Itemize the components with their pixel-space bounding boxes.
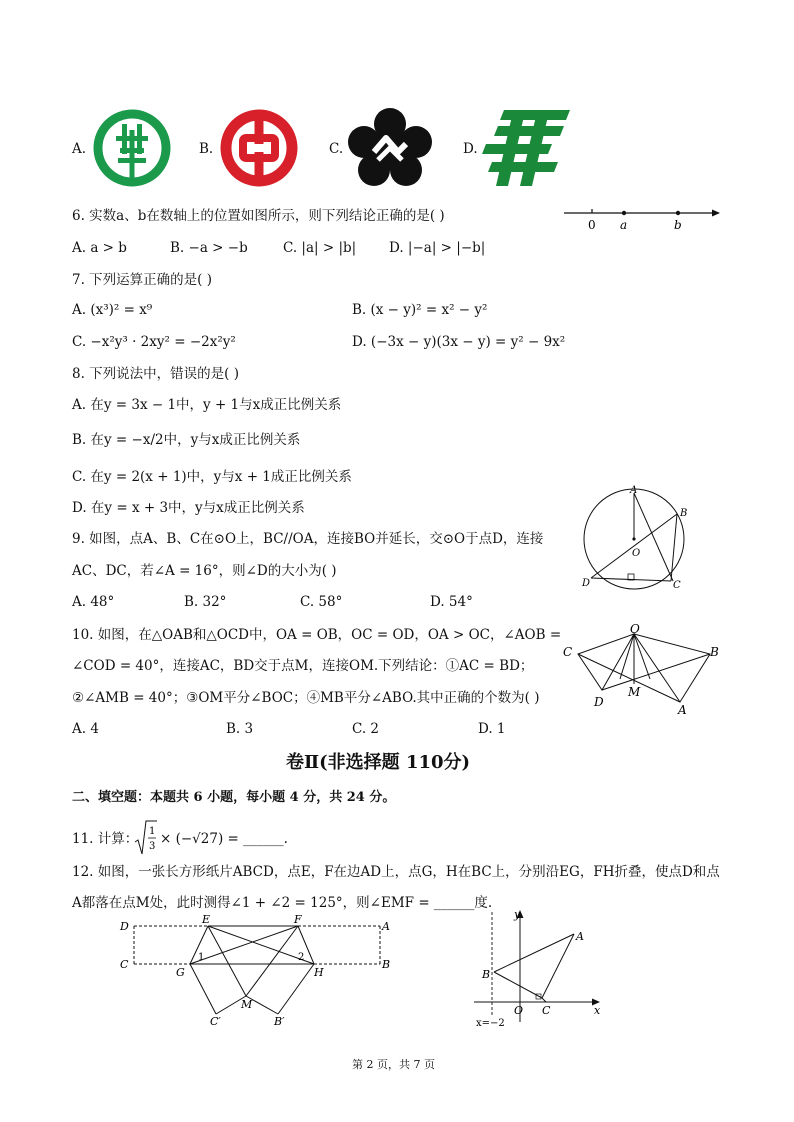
q10-label-c: C xyxy=(563,645,573,659)
q9-option-c[interactable]: C. 58° xyxy=(300,594,343,610)
section-fill-blank-heading: 二、填空题：本题共 6 小题，每小题 4 分，共 24 分。 xyxy=(72,790,396,805)
q9-option-a[interactable]: A. 48° xyxy=(72,594,115,610)
q12-label-b-prime: B′ xyxy=(274,1015,285,1026)
q9-label-c: C xyxy=(673,580,681,591)
q12-label-a: A xyxy=(382,920,390,933)
q6-stem: 6. 实数a、b在数轴上的位置如图所示，则下列结论正确的是( ) xyxy=(72,208,445,224)
q8-option-c[interactable]: C. 在y = 2(x + 1)中，y与x + 1成正比例关系 xyxy=(72,469,352,485)
q12-label-c: C xyxy=(120,958,129,971)
number-line-zero-label: 0 xyxy=(588,218,596,232)
q8-option-b[interactable]: B. 在y = −x/2中，y与x成正比例关系 xyxy=(72,432,301,448)
q8-stem: 8. 下列说法中，错误的是( ) xyxy=(72,366,239,382)
option-b-label: B. xyxy=(199,141,214,157)
q6-option-c[interactable]: C. |a| > |b| xyxy=(283,240,357,256)
fig13-label-a: A xyxy=(576,930,584,943)
q9-label-o: O xyxy=(632,548,641,559)
q11-prefix: 11. 计算： xyxy=(72,831,139,847)
part2-title: 卷Ⅱ(非选择题 110分) xyxy=(286,752,471,773)
q10-option-b[interactable]: B. 3 xyxy=(226,721,254,737)
fig13-label-b: B xyxy=(482,968,491,981)
q11-denominator: 3 xyxy=(149,841,156,852)
number-line-a-label: a xyxy=(620,218,628,232)
q8-option-d[interactable]: D. 在y = x + 3中，y与x成正比例关系 xyxy=(72,500,305,516)
q12-label-angle2: 2 xyxy=(298,952,305,963)
q9-label-b: B xyxy=(680,508,688,519)
q12-label-d: D xyxy=(120,920,129,933)
q7-stem: 7. 下列运算正确的是( ) xyxy=(72,272,212,288)
q10-label-d: D xyxy=(594,695,604,709)
q10-label-o: O xyxy=(630,624,640,636)
agricultural-bank-logo-icon xyxy=(92,108,172,188)
q12-stem-line2: A都落在点M处，此时测得∠1 + ∠2 = 125°，则∠EMF = ______度. xyxy=(72,895,493,911)
q9-stem-line1: 9. 如图，点A、B、C在⊙O上，BC//OA，连接BO并延长，交⊙O于点D，连接 xyxy=(72,531,544,547)
q9-option-b[interactable]: B. 32° xyxy=(184,594,227,610)
q12-label-g: G xyxy=(176,966,185,979)
q12-stem-line1: 12. 如图，一张长方形纸片ABCD，点E，F在边AD上，点G，H在BC上，分别沿EG，FH折叠，使点D和点 xyxy=(72,864,720,880)
fig13-line-equation: x=−2 xyxy=(476,1018,505,1029)
fig13-label-o: O xyxy=(514,1004,524,1017)
q10-stem-line3: ②∠AMB = 40°；③OM平分∠BOC；④MB平分∠ABO.其中正确的个数为( ) xyxy=(72,690,540,706)
q12-label-m: M xyxy=(241,998,253,1011)
bank-of-china-logo-icon xyxy=(219,108,299,188)
q8-option-a[interactable]: A. 在y = 3x − 1中，y + 1与x成正比例关系 xyxy=(72,397,342,413)
q6-option-a[interactable]: A. a > b xyxy=(72,240,127,256)
q9-circle-figure xyxy=(576,484,694,594)
q11-numerator: 1 xyxy=(149,826,156,837)
q9-label-a: A xyxy=(630,485,638,496)
q10-stem-line2: ∠COD = 40°，连接AC，BD交于点M，连接OM.下列结论：①AC = BD； xyxy=(72,658,534,674)
page-footer: 第 2 页，共 7 页 xyxy=(352,1058,435,1071)
q12-label-b: B xyxy=(382,958,391,971)
q10-label-b: B xyxy=(710,645,719,659)
q6-option-b[interactable]: B. −a > −b xyxy=(170,240,248,256)
q12-label-c-prime: C′ xyxy=(210,1015,221,1026)
q6-option-d[interactable]: D. |−a| > |−b| xyxy=(389,240,486,256)
fig13-label-y: y xyxy=(514,908,521,921)
q11-expression: × (−√27) = ______. xyxy=(160,831,288,847)
q9-stem-line2: AC、DC，若∠A = 16°，则∠D的大小为( ) xyxy=(72,563,337,579)
option-a-label: A. xyxy=(72,141,87,157)
option-d-label: D. xyxy=(463,141,478,157)
q7-option-b[interactable]: B. (x − y)² = x² − y² xyxy=(352,302,488,318)
number-line-b-label: b xyxy=(674,218,682,232)
q7-option-c[interactable]: C. −x²y³ · 2xy² = −2x²y² xyxy=(72,334,236,350)
q12-label-f: F xyxy=(294,913,302,926)
coordinate-figure xyxy=(470,906,606,1030)
q12-label-angle1: 1 xyxy=(198,952,205,963)
q9-label-d: D xyxy=(582,578,591,589)
option-c-label: C. xyxy=(329,141,344,157)
q10-option-a[interactable]: A. 4 xyxy=(72,721,99,737)
q12-folding-figure xyxy=(118,912,400,1026)
q10-label-m: M xyxy=(628,685,641,699)
flower-logo-icon xyxy=(348,108,432,188)
q10-label-a: A xyxy=(678,703,687,716)
q11-sqrt-fraction xyxy=(134,818,158,858)
q12-label-h: H xyxy=(314,966,324,979)
number-line-figure xyxy=(560,200,724,234)
q10-option-d[interactable]: D. 1 xyxy=(478,721,506,737)
china-post-logo-icon xyxy=(482,106,572,190)
q10-triangles-figure xyxy=(560,624,724,716)
q12-label-e: E xyxy=(202,913,211,926)
q10-option-c[interactable]: C. 2 xyxy=(352,721,380,737)
q10-stem-line1: 10. 如图，在△OAB和△OCD中，OA = OB，OC = OD，OA > OC，∠AOB = xyxy=(72,627,562,643)
fig13-label-x: x xyxy=(594,1004,601,1017)
fig13-label-c: C xyxy=(542,1004,551,1017)
q9-option-d[interactable]: D. 54° xyxy=(430,594,473,610)
q7-option-a[interactable]: A. (x³)² = x⁹ xyxy=(72,302,153,318)
q7-option-d[interactable]: D. (−3x − y)(3x − y) = y² − 9x² xyxy=(352,334,566,350)
